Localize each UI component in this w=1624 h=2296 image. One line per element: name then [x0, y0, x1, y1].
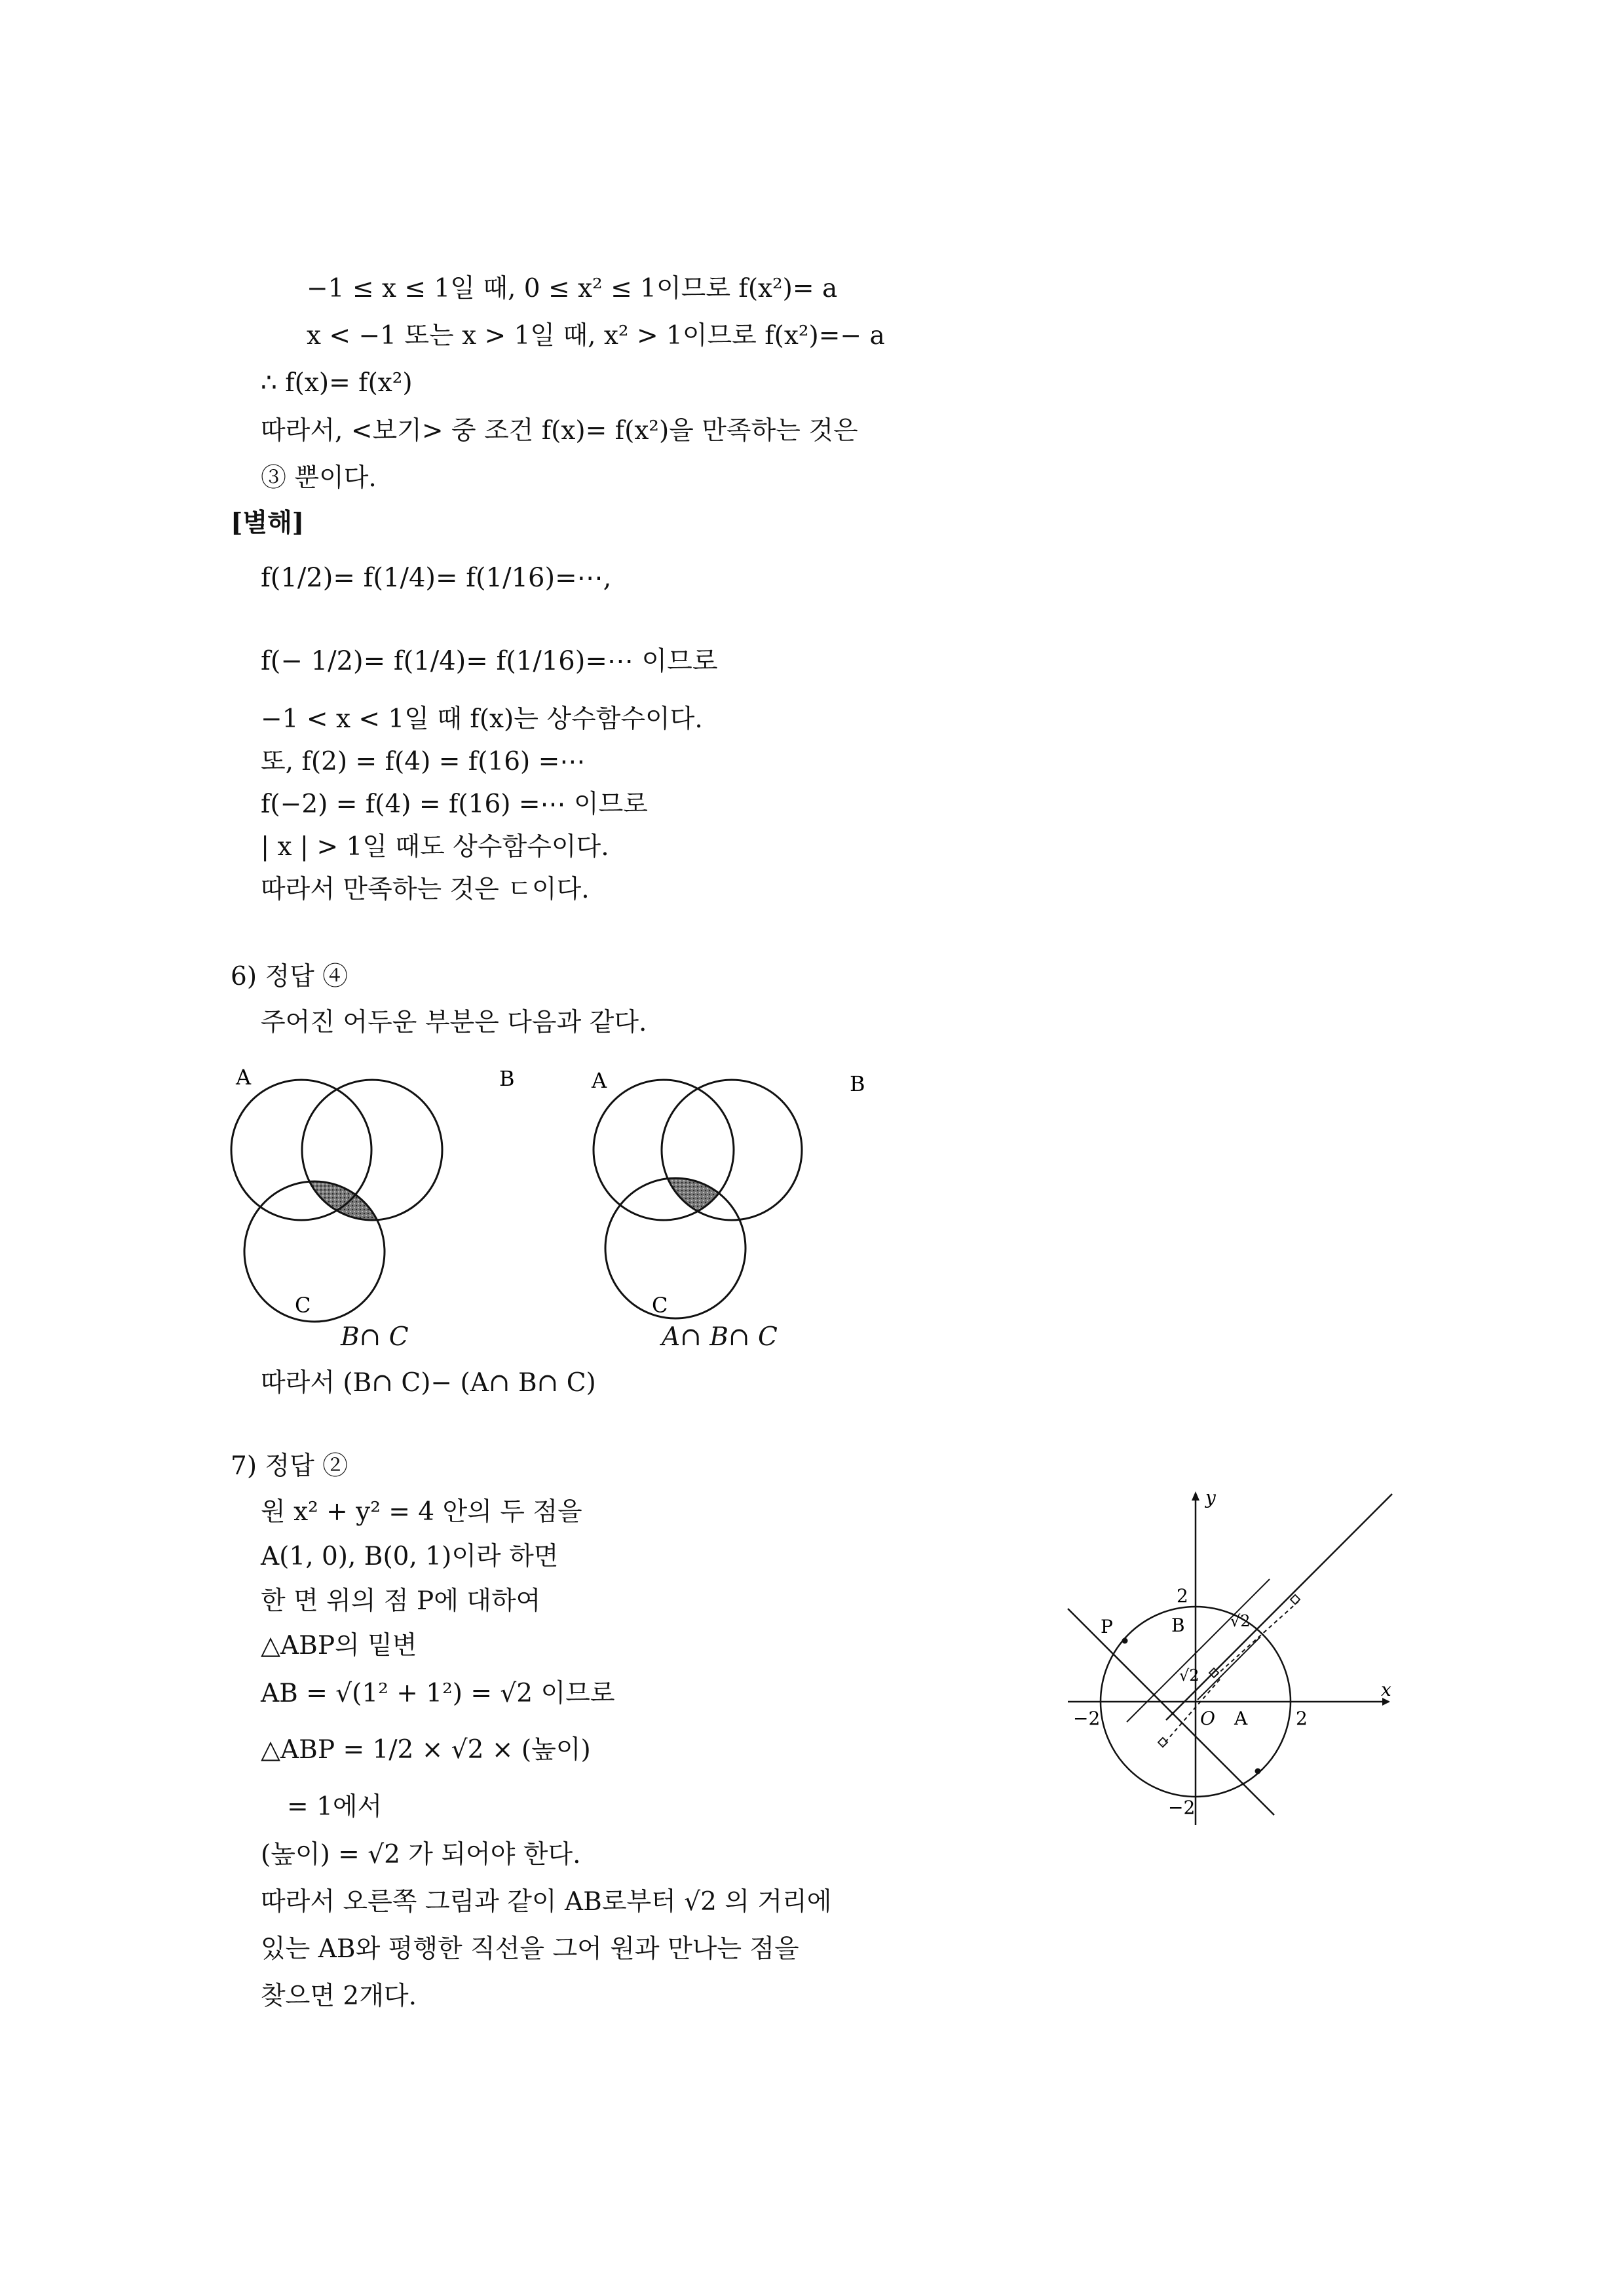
label-sqrt2-outer: √2 [1230, 1612, 1251, 1630]
section-header: [별해] [231, 508, 305, 538]
text-line: ∴ f(x)= f(x²) [261, 368, 413, 398]
text-line: 따라서 (B∩ C)− (A∩ B∩ C) [261, 1368, 596, 1398]
circle-c [244, 1181, 385, 1322]
label-x: x [1381, 1679, 1391, 1700]
venn-diagram-b-intersect-c [229, 1055, 544, 1337]
text-line: = 1에서 [287, 1792, 383, 1822]
text-line: 있는 AB와 평행한 직선을 그어 원과 만나는 점을 [261, 1934, 799, 1964]
label-a: A [1234, 1708, 1248, 1729]
circle-a [594, 1080, 734, 1220]
text-line: A(1, 0), B(0, 1)이라 하면 [261, 1542, 559, 1571]
point-intersection [1255, 1769, 1261, 1774]
venn-caption: A∩ B∩ C [662, 1322, 778, 1352]
label-a: A [592, 1068, 607, 1093]
answer-heading: 6) 정답 ④ [231, 962, 349, 991]
circle-c [605, 1178, 746, 1318]
equation-line: f(− 1/2)= f(1/4)= f(1/16)=⋯ 이므로 [261, 646, 718, 676]
text-line: 따라서 오른쪽 그림과 같이 AB로부터 √2 의 거리에 [261, 1887, 832, 1917]
text-line: 또, f(2) = f(4) = f(16) =⋯ [261, 747, 586, 776]
venn-diagram-a-b-c [586, 1052, 901, 1333]
text-line: −1 < x < 1일 때 f(x)는 상수함수이다. [261, 704, 703, 734]
circle-b [662, 1080, 802, 1220]
text-line: 따라서, <보기> 중 조건 f(x)= f(x²)을 만족하는 것은 [261, 416, 858, 446]
label-c: C [652, 1293, 668, 1318]
label-y: y [1205, 1487, 1216, 1508]
point-p [1122, 1638, 1128, 1644]
label-p: P [1101, 1616, 1113, 1637]
answer-heading: 7) 정답 ② [231, 1451, 349, 1481]
label-c: C [295, 1293, 311, 1318]
label-a: A [236, 1065, 252, 1090]
label-origin: O [1200, 1708, 1215, 1729]
label-b: B [850, 1071, 865, 1096]
label-y-2: 2 [1177, 1585, 1188, 1607]
text-line: f(−2) = f(4) = f(16) =⋯ 이므로 [261, 790, 648, 819]
text-line: 한 면 위의 점 P에 대하여 [261, 1586, 541, 1616]
label-y-neg2: −2 [1168, 1797, 1196, 1818]
equation-line: △ABP = 1/2 × √2 × (높이) [261, 1735, 591, 1765]
label-b: B [1171, 1615, 1185, 1636]
equation-line: f(1/2)= f(1/4)= f(1/16)=⋯, [261, 563, 612, 593]
label-x-2: 2 [1296, 1708, 1308, 1729]
text-line: ③ 뿐이다. [261, 463, 377, 493]
text-line: −1 ≤ x ≤ 1일 때, 0 ≤ x² ≤ 1이므로 f(x²)= a [307, 274, 838, 303]
text-line: | x | > 1일 때도 상수함수이다. [261, 832, 609, 862]
text-line: (높이) = √2 가 되어야 한다. [261, 1840, 581, 1869]
label-x-neg2: −2 [1073, 1708, 1101, 1729]
equation-line: AB = √(1² + 1²) = √2 이므로 [261, 1679, 615, 1708]
text-line: 원 x² + y² = 4 안의 두 점을 [261, 1497, 582, 1527]
text-line: 주어진 어두운 부분은 다음과 같다. [261, 1008, 647, 1037]
text-line: 찾으면 2개다. [261, 1981, 417, 2011]
label-b: B [499, 1066, 515, 1091]
line-ab [1127, 1579, 1270, 1722]
right-angle-mark [1158, 1738, 1167, 1747]
text-line: x < −1 또는 x > 1일 때, x² > 1이므로 f(x²)=− a [307, 321, 885, 351]
text-line: 따라서 만족하는 것은 ㄷ이다. [261, 875, 590, 904]
label-sqrt2-inner: √2 [1179, 1666, 1199, 1685]
venn-caption: B∩ C [341, 1322, 409, 1352]
circle-coordinate-graph [1048, 1487, 1402, 1841]
y-axis-arrow-icon [1192, 1491, 1199, 1501]
text-line: △ABP의 밑변 [261, 1631, 417, 1660]
